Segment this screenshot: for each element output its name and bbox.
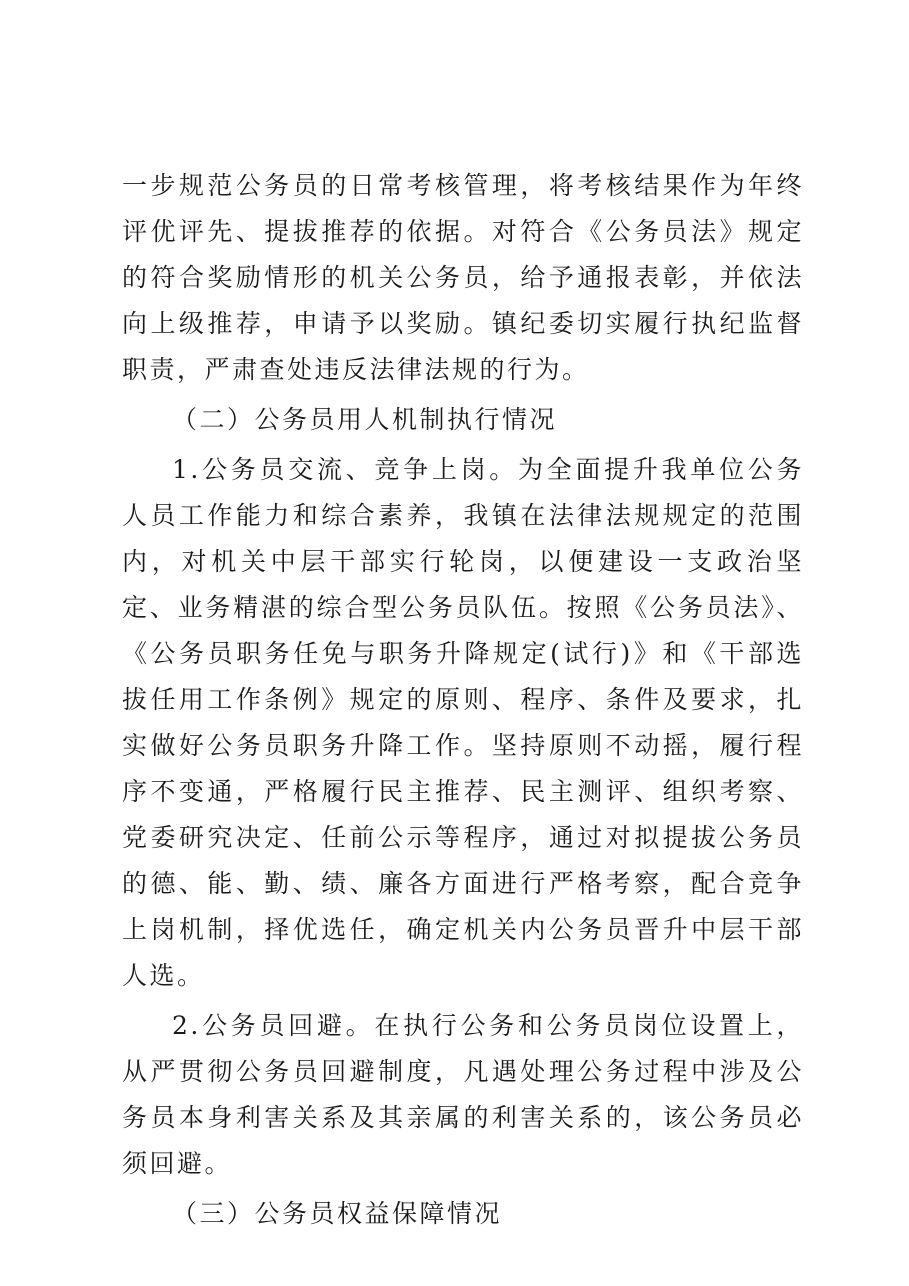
paragraph-exchange-competition: 1.公务员交流、竞争上岗。为全面提升我单位公务人员工作能力和综合素养，我镇在法律法规规定的范围内，对机关中层干部实行轮岗，以便建设一支政治坚定、业务精湛的综合型公务员队伍。按照《公务员法》、《公务员职务任免与职务升降规定(试行)》和《干部选拔任用工作条例》规定的原则、程序、条件及要求，扎实做好公务员职务升降工作。坚持原则不动摇，履行程序不变通，严格履行民主推荐、民主测评、组织考察、党委研究决定、任前公示等程序，通过对拟提拔公务员的德、能、勤、绩、廉各方面进行严格考察，配合竞争上岗机制，择优选任，确定机关内公务员晋升中层干部人选。	[122, 455, 804, 990]
section-heading-3: （三）公务员权益保障情况	[172, 1199, 503, 1228]
paragraph-avoidance: 2.公务员回避。在执行公务和公务员岗位设置上，从严贯彻公务员回避制度，凡遇处理公务过程中涉及公务员本身利害关系及其亲属的利害关系的，该公务员必须回避。	[122, 1011, 804, 1178]
paragraph-continuation: 一步规范公务员的日常考核管理，将考核结果作为年终评优评先、提拔推荐的依据。对符合《公务员法》规定的符合奖励情形的机关公务员，给予通报表彰，并依法向上级推荐，申请予以奖励。镇纪委切实履行执纪监督职责，严肃查处违反法律法规的行为。	[122, 171, 804, 384]
document-body	[122, 163, 804, 1237]
section-heading-2: （二）公务员用人机制执行情况	[172, 405, 558, 434]
